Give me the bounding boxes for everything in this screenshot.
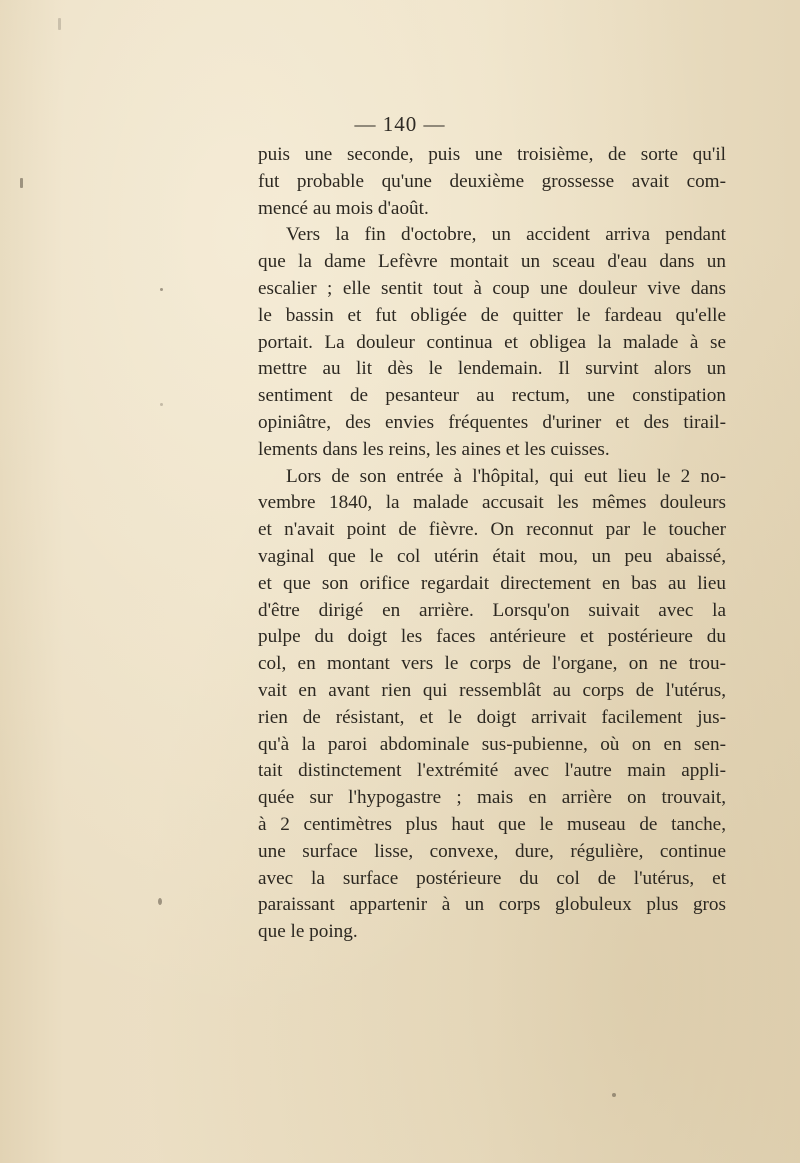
text-line: une surface lisse, convexe, dure, régulière, continue [258, 840, 726, 862]
paper-speck [158, 898, 162, 905]
text-line: rien de résistant, et le doigt arrivait facilement jus- [258, 706, 726, 728]
text-line: quée sur l'hypogastre ; mais en arrière on trouvait, [258, 787, 726, 809]
body-text [258, 142, 726, 946]
text-line: sentiment de pesanteur au rectum, une constipation [258, 385, 726, 407]
text-line: avec la surface postérieure du col de l'utérus, et [258, 867, 726, 889]
text-line: que la dame Lefèvre montait un sceau d'eau dans un [258, 251, 726, 273]
page-number: — 140 — [354, 112, 446, 136]
text-line: paraissant appartenir à un corps globuleux plus gros [258, 894, 726, 916]
paper-speck [160, 403, 163, 406]
text-line: Lors de son entrée à l'hôpital, qui eut lieu le 2 no- [286, 465, 726, 487]
text-line: qu'à la paroi abdominale sus-pubienne, où on en sen- [258, 733, 726, 755]
paper-speck [612, 1093, 616, 1097]
paper-speck [58, 18, 61, 30]
text-line: fut probable qu'une deuxième grossesse avait com- [258, 170, 726, 192]
text-line: à 2 centimètres plus haut que le museau de tanche, [258, 813, 726, 835]
paper-speck [160, 288, 163, 291]
text-line: col, en montant vers le corps de l'organe, on ne trou- [258, 653, 726, 675]
text-line: d'être dirigé en arrière. Lorsqu'on suivait avec la [258, 599, 726, 621]
text-line: vaginal que le col utérin était mou, un peu abaissé, [258, 545, 726, 567]
text-line: tait distinctement l'extrémité avec l'autre main appli- [258, 760, 726, 782]
text-line: et que son orifice regardait directement en bas au lieu [258, 572, 726, 594]
text-line: portait. La douleur continua et obligea la malade à se [258, 331, 726, 353]
paper-speck [20, 178, 23, 188]
text-line: mencé au mois d'août. [258, 197, 429, 219]
text-line: que le poing. [258, 921, 358, 943]
text-line: le bassin et fut obligée de quitter le fardeau qu'elle [258, 304, 726, 326]
text-line: vembre 1840, la malade accusait les mêmes douleurs [258, 492, 726, 514]
text-line: puis une seconde, puis une troisième, de sorte qu'il [258, 144, 726, 165]
text-line: mettre au lit dès le lendemain. Il survint alors un [258, 358, 726, 380]
text-line: et n'avait point de fièvre. On reconnut par le toucher [258, 519, 726, 541]
text-line: Vers la fin d'octobre, un accident arriva pendant [286, 224, 726, 246]
text-line: lements dans les reins, les aines et les cuisses. [258, 438, 610, 460]
text-line: vait en avant rien qui ressemblât au corps de l'utérus, [258, 679, 726, 701]
text-line: pulpe du doigt les faces antérieure et postérieure du [258, 626, 726, 648]
text-line: opiniâtre, des envies fréquentes d'uriner et des tirail- [258, 411, 726, 433]
text-line: escalier ; elle sentit tout à coup une douleur vive dans [258, 277, 726, 299]
